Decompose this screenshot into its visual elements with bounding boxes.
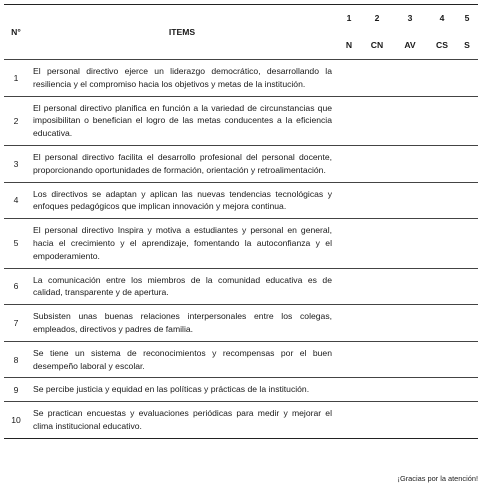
item-number: 4 <box>13 195 19 206</box>
item-statement: Subsisten unas buenas relaciones interpersonales entre los colegas, empleados, directivos y padres de familia. <box>33 311 332 334</box>
answer-cell[interactable] <box>336 182 362 219</box>
answer-cell[interactable] <box>336 60 362 97</box>
answer-cell[interactable] <box>456 182 478 219</box>
answer-cell[interactable] <box>456 268 478 305</box>
item-statement: La comunicación entre los miembros de la comunidad educativa es de calidad, transparente y de apertura. <box>33 274 332 298</box>
scale-code-av: AV <box>392 31 428 60</box>
table-row <box>4 305 478 342</box>
item-number: 1 <box>13 72 19 83</box>
answer-cell[interactable] <box>336 96 362 145</box>
answer-cell[interactable] <box>456 145 478 182</box>
scale-number-2: 2 <box>374 13 380 23</box>
scale-code-cn: CN <box>362 31 392 60</box>
item-number: 2 <box>13 115 19 126</box>
header-items: ITEMS <box>28 5 336 60</box>
answer-cell[interactable] <box>392 96 428 145</box>
answer-cell[interactable] <box>392 268 428 305</box>
item-statement: Se practican encuestas y evaluaciones periódicas para medir y mejorar el clima institucional educativo. <box>33 408 332 431</box>
answer-cell[interactable] <box>362 268 392 305</box>
answer-cell[interactable] <box>362 378 392 402</box>
item-statement: El personal directivo ejerce un liderazgo democrático, desarrollando la resiliencia y el compromiso hacia los objetivos y metas de la institución. <box>33 66 332 89</box>
answer-cell[interactable] <box>456 402 478 439</box>
answer-cell[interactable] <box>336 219 362 268</box>
table-row <box>4 182 478 219</box>
answer-cell[interactable] <box>428 182 456 219</box>
scale-number-3: 3 <box>407 13 413 23</box>
scale-code-n: N <box>336 31 362 60</box>
answer-cell[interactable] <box>392 378 428 402</box>
answer-cell[interactable] <box>456 219 478 268</box>
answer-cell[interactable] <box>362 182 392 219</box>
table-row <box>4 341 478 378</box>
item-number: 5 <box>13 238 19 249</box>
answer-cell[interactable] <box>428 60 456 97</box>
answer-cell[interactable] <box>456 341 478 378</box>
answer-cell[interactable] <box>428 305 456 342</box>
item-number: 10 <box>11 414 21 425</box>
answer-cell[interactable] <box>362 402 392 439</box>
scale-number-4: 4 <box>439 13 445 23</box>
table-row <box>4 96 478 145</box>
answer-cell[interactable] <box>336 268 362 305</box>
scale-code-cs: CS <box>428 31 456 60</box>
table-row <box>4 268 478 305</box>
answer-cell[interactable] <box>362 96 392 145</box>
item-statement: Se percibe justicia y equidad en las políticas y prácticas de la institución. <box>33 384 310 395</box>
answer-cell[interactable] <box>392 305 428 342</box>
answer-cell[interactable] <box>392 60 428 97</box>
answer-cell[interactable] <box>362 60 392 97</box>
item-statement: El personal directivo Inspira y motiva a estudiantes y personal en general, hacia el crecimiento y el aprendizaje, fomentando la autoconfianza y el empoderamiento. <box>33 225 332 261</box>
answer-cell[interactable] <box>456 378 478 402</box>
answer-cell[interactable] <box>428 145 456 182</box>
answer-cell[interactable] <box>392 402 428 439</box>
answer-cell[interactable] <box>428 268 456 305</box>
header-num: N° <box>4 5 28 60</box>
table-row <box>4 145 478 182</box>
item-number: 8 <box>13 354 19 365</box>
answer-cell[interactable] <box>456 305 478 342</box>
answer-cell[interactable] <box>336 378 362 402</box>
item-number: 6 <box>13 281 19 292</box>
answer-cell[interactable] <box>362 341 392 378</box>
answer-cell[interactable] <box>336 305 362 342</box>
answer-cell[interactable] <box>392 182 428 219</box>
answer-cell[interactable] <box>428 378 456 402</box>
answer-cell[interactable] <box>428 402 456 439</box>
answer-cell[interactable] <box>336 341 362 378</box>
answer-cell[interactable] <box>362 145 392 182</box>
item-statement: Se tiene un sistema de reconocimientos y recompensas por el buen desempeño laboral y escolar. <box>33 347 332 371</box>
answer-cell[interactable] <box>362 219 392 268</box>
table-row <box>4 219 478 268</box>
item-statement: El personal directivo facilita el desarrollo profesional del personal docente, proporcionando oportunidades de formación, orientación y retroalimentación. <box>33 151 332 175</box>
table-row <box>4 378 478 402</box>
item-statement: El personal directivo planifica en función a la variedad de circunstancias que imposibilitan o benefician el logro de las metas conducentes a la eficiencia educativa. <box>33 102 332 139</box>
thanks-note: ¡Gracias por la atención! <box>397 474 478 483</box>
answer-cell[interactable] <box>392 219 428 268</box>
scale-number-1: 1 <box>346 13 352 23</box>
answer-cell[interactable] <box>428 341 456 378</box>
answer-cell[interactable] <box>336 145 362 182</box>
item-statement: Los directivos se adaptan y aplican las nuevas tendencias tecnológicas y enfoques pedagógicos que implican innovación y mejora continua. <box>33 188 332 212</box>
answer-cell[interactable] <box>392 341 428 378</box>
table-row <box>4 60 478 97</box>
item-number: 7 <box>13 317 19 328</box>
answer-cell[interactable] <box>392 145 428 182</box>
scale-code-s: S <box>456 31 478 60</box>
answer-cell[interactable] <box>362 305 392 342</box>
item-number: 3 <box>13 158 19 169</box>
table-row <box>4 402 478 439</box>
header-row-numbers <box>4 5 478 32</box>
answer-cell[interactable] <box>428 96 456 145</box>
answer-cell[interactable] <box>456 96 478 145</box>
answer-cell[interactable] <box>336 402 362 439</box>
answer-cell[interactable] <box>428 219 456 268</box>
item-number: 9 <box>13 384 19 395</box>
survey-table <box>4 4 478 439</box>
scale-number-5: 5 <box>464 13 470 23</box>
answer-cell[interactable] <box>456 60 478 97</box>
